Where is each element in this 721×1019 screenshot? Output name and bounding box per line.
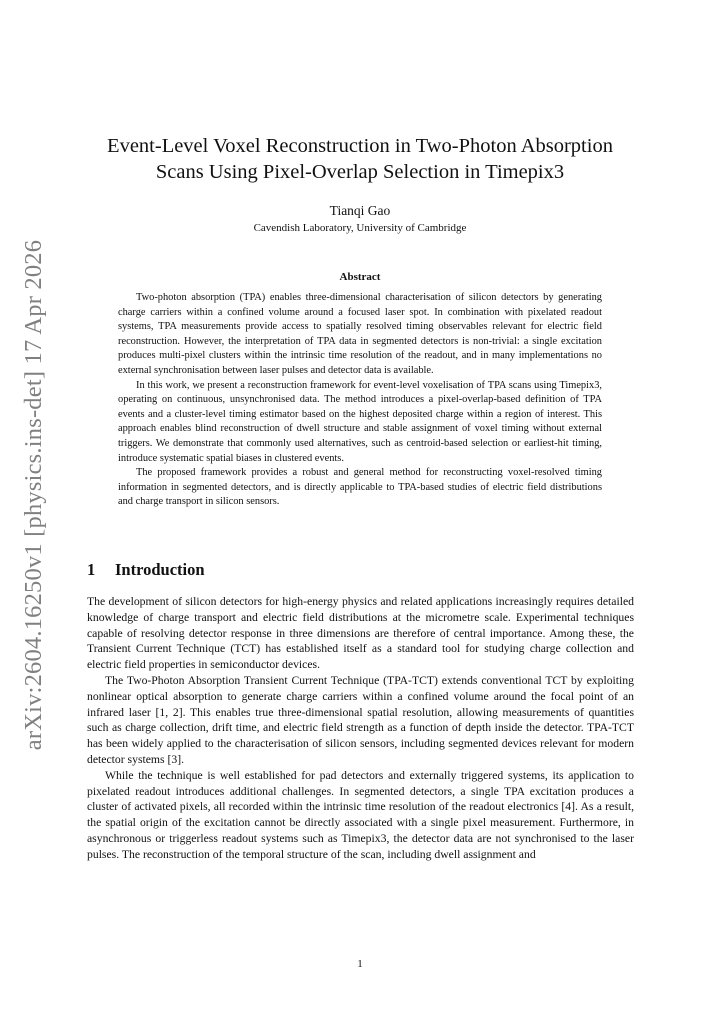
- author-name: Tianqi Gao: [329, 203, 391, 218]
- section-title: Introduction: [115, 560, 205, 579]
- body-paragraph-2: The Two-Photon Absorption Transient Current Technique (TPA-TCT) extends conventional TCT by exploiting nonlinear optical absorption to generate charge carriers within a confined volume around the focal point of an infrared laser [1, 2]. This enables true three-dimensional spatial resolution, allowing measurements of quantities such as charge collection, drift time, and electric field strength as a function of depth inside the detector. TPA-TCT has been widely applied to the characterisation of silicon sensors, including segmented devices relevant for modern detector systems [3].: [87, 673, 634, 766]
- abstract-paragraph-3: The proposed framework provides a robust and general method for reconstructing voxel-resolved timing information in segmented detectors, and is directly applicable to TPA-based studies of electric field distributions and charge transport in silicon sensors.: [118, 467, 602, 508]
- page-number: 1: [357, 958, 363, 970]
- body-paragraph-3: While the technique is well established for pad detectors and externally triggered systems, its application to pixelated readout introduces additional challenges. In segmented detectors, a single TPA excitation produces a cluster of activated pixels, all recorded within the intrinsic time resolution of the readout electronics [4]. As a result, the spatial origin of the excitation cannot be directly associated with a single pixel measurement. Furthermore, in asynchronous or triggerless readout systems such as Timepix3, the detector data are not synchronised to the laser pulses. The reconstruction of the temporal structure of the scan, including dwell assignment and: [87, 768, 634, 861]
- paper-title-line-1: Event-Level Voxel Reconstruction in Two-Photon Absorption: [107, 135, 613, 157]
- introduction-body: [87, 594, 634, 863]
- abstract-heading: Abstract: [339, 271, 381, 283]
- section-heading-introduction: [87, 560, 205, 580]
- arxiv-identifier-stamp: arXiv:2604.16250v1 [physics.ins-det] 17 Apr 2026: [20, 239, 47, 751]
- body-paragraph-1: The development of silicon detectors for high-energy physics and related applications increasingly requires detailed knowledge of charge transport and electric field distributions at the micrometre scale. Experimental techniques capable of resolving detector response in three dimensions are therefore of central importance. Among these, the Transient Current Technique (TCT) has established itself as a standard tool for studying charge collection and electric field properties in semiconductor devices.: [87, 595, 634, 672]
- abstract-body: [118, 291, 602, 510]
- section-number: 1: [87, 560, 96, 579]
- paper-title-line-2: Scans Using Pixel-Overlap Selection in Timepix3: [155, 161, 565, 183]
- author-affiliation: Cavendish Laboratory, University of Cambridge: [253, 222, 467, 234]
- abstract-paragraph-1: Two-photon absorption (TPA) enables three-dimensional characterisation of silicon detectors by generating charge carriers within a confined volume around a focused laser spot. In combination with pixelated readout systems, TPA measurements provide access to spatially resolved timing observables relevant for electric field reconstruction. However, the interpretation of TPA data in segmented detectors is non-trivial: a single excitation produces multi-pixel clusters within the intrinsic time resolution of the readout, and in many implementations no external synchronisation between laser pulses and detector data is available.: [118, 292, 602, 376]
- paper-title: [60, 133, 660, 185]
- abstract-paragraph-2: In this work, we present a reconstruction framework for event-level voxelisation of TPA scans using Timepix3, operating on continuous, unsynchronised data. The method introduces a pixel-overlap-based definition of TPA events and a cluster-level timing estimator based on the highest deposited charge within a region of interest. This approach enables blind reconstruction of dwell structure and stable assignment of voxel timing without external triggers. We demonstrate that commonly used alternatives, such as centroid-based selection or earliest-hit timing, introduce systematic spatial biases in clustered events.: [118, 379, 602, 464]
